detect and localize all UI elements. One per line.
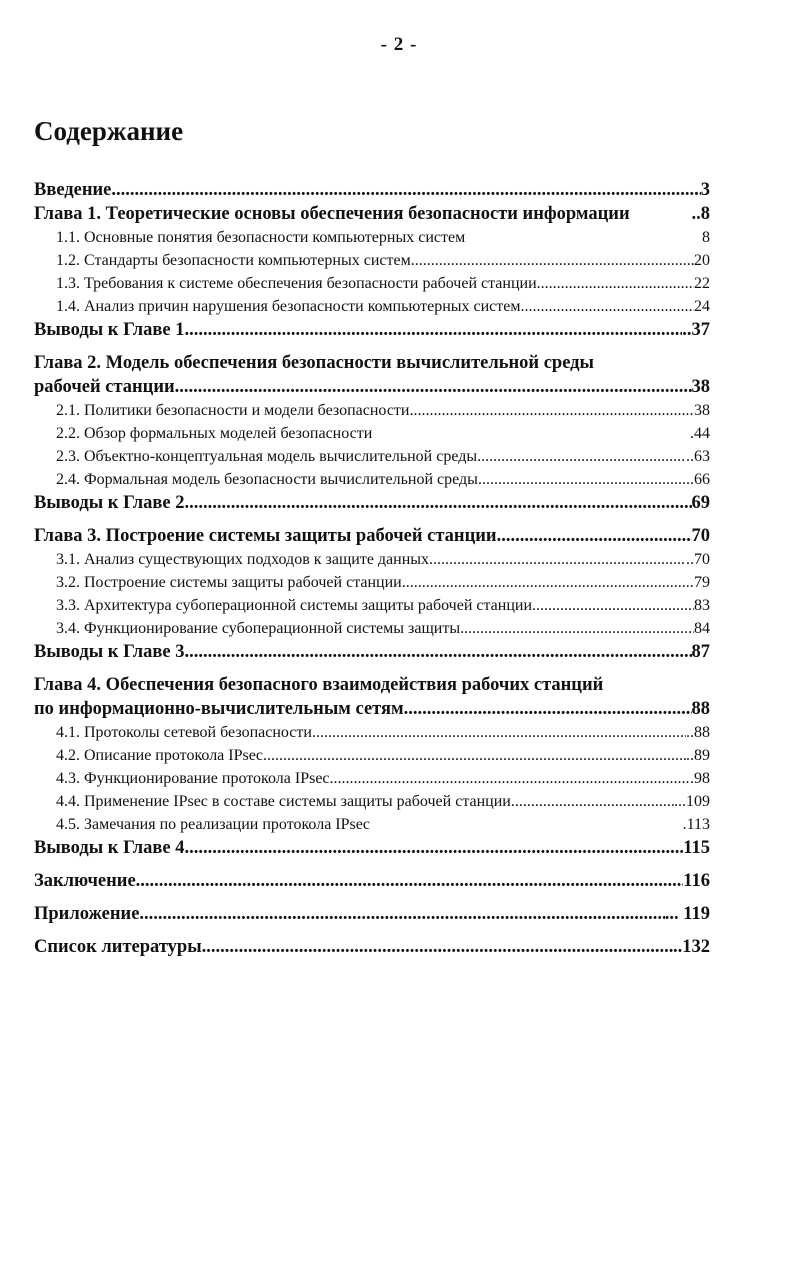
toc-entry-chapter-2-line-2[interactable] — [34, 375, 710, 399]
toc-entry-2-3[interactable] — [34, 445, 710, 468]
toc-entry-page: 84 — [694, 620, 710, 637]
toc-entry-text: 1.2. Стандарты безопасности компьютерных систем — [56, 252, 411, 269]
toc-entry-chapter-1[interactable] — [34, 202, 710, 226]
toc-entry-page: ... 119 — [664, 904, 710, 924]
toc-entry-3-3[interactable] — [34, 594, 710, 617]
toc-entry-2-4[interactable] — [34, 468, 710, 491]
toc-entry-introduction[interactable] — [34, 178, 710, 202]
toc-entry-conclusions-4[interactable] — [34, 836, 710, 860]
toc-entry-chapter-4-line-2[interactable] — [34, 697, 710, 721]
toc-entry-1-1[interactable] — [34, 226, 710, 249]
toc-entry-text: Глава 2. Модель обеспечения безопасности вычислительной среды — [34, 353, 594, 373]
toc-entry-page: .113 — [682, 816, 710, 833]
toc-entry-page: ..70 — [686, 551, 710, 568]
toc-entry-1-4[interactable] — [34, 295, 710, 318]
toc-entry-2-1[interactable] — [34, 399, 710, 422]
toc-entry-page: 38 — [691, 377, 710, 397]
toc-entry-page: ..63 — [686, 448, 710, 465]
toc-entry-page: ..132 — [673, 937, 710, 957]
toc-entry-text: Список литературы — [34, 937, 202, 957]
toc-entry-4-2[interactable] — [34, 744, 710, 767]
toc-entry-text: Введение — [34, 180, 112, 200]
toc-entry-chapter-2-line-1[interactable] — [34, 351, 710, 375]
toc-entry-4-1[interactable] — [34, 721, 710, 744]
toc-entry-page: 70 — [691, 526, 710, 546]
toc-entry-page: ..66 — [686, 471, 710, 488]
toc-entry-text: 1.3. Требования к системе обеспечения безопасности рабочей станции — [56, 275, 537, 292]
toc-entry-page: 22 — [694, 275, 710, 292]
toc-entry-text: 2.2. Обзор формальных моделей безопасности — [56, 425, 373, 442]
toc-entry-page: 79 — [694, 574, 710, 591]
toc-entry-text: рабочей станции — [34, 377, 175, 397]
toc-entry-page: 20 — [694, 252, 710, 269]
toc-entry-3-2[interactable] — [34, 571, 710, 594]
toc-entry-conclusions-3[interactable] — [34, 640, 710, 664]
toc-entry-page: 83 — [694, 597, 710, 614]
toc-entry-page: 69 — [691, 493, 710, 513]
toc-entry-3-1[interactable] — [34, 548, 710, 571]
toc-entry-text: 1.1. Основные понятия безопасности компьютерных систем — [56, 229, 466, 246]
toc-entry-text: Заключение — [34, 871, 136, 891]
toc-entry-text: Выводы к Главе 3 — [34, 642, 185, 662]
toc-entry-page: 8 — [702, 229, 710, 246]
toc-entry-text: 4.4. Применение IPsec в составе системы защиты рабочей станции — [56, 793, 511, 810]
toc-entry-page: 115 — [683, 838, 710, 858]
toc-entry-text: 3.2. Построение системы защиты рабочей станции — [56, 574, 402, 591]
toc-entry-1-2[interactable] — [34, 249, 710, 272]
toc-entry-page: 38 — [694, 402, 710, 419]
toc-entry-1-3[interactable] — [34, 272, 710, 295]
toc-entry-page: .98 — [690, 770, 710, 787]
toc-entry-chapter-3[interactable] — [34, 524, 710, 548]
toc-entry-page: 3 — [700, 180, 710, 200]
toc-entry-text: 4.5. Замечания по реализации протокола IPsec — [56, 816, 370, 833]
toc-entry-text: 2.4. Формальная модель безопасности вычислительной среды — [56, 471, 478, 488]
toc-entry-text: 1.4. Анализ причин нарушения безопасности компьютерных систем — [56, 298, 521, 315]
toc-entry-text: 3.4. Функционирование субоперационной системы защиты — [56, 620, 461, 637]
toc-entry-3-4[interactable] — [34, 617, 710, 640]
toc-entry-text: Глава 1. Теоретические основы обеспечения безопасности информации — [34, 204, 630, 224]
toc-entry-page: ..88 — [686, 724, 710, 741]
page-number: - 2 - — [380, 34, 418, 55]
table-of-contents — [34, 178, 710, 959]
toc-entry-page: ..8 — [691, 204, 710, 224]
toc-entry-page: ...109 — [674, 793, 710, 810]
toc-entry-page: 88 — [691, 699, 710, 719]
toc-entry-text: 2.1. Политики безопасности и модели безопасности — [56, 402, 410, 419]
toc-entry-page: ..89 — [686, 747, 710, 764]
toc-entry-text: Выводы к Главе 4 — [34, 838, 185, 858]
page-title: Содержание — [34, 116, 184, 146]
toc-entry-text: Приложение — [34, 904, 140, 924]
toc-entry-page: ..37 — [682, 320, 710, 340]
toc-entry-page: 24 — [694, 298, 710, 315]
toc-entry-text: 4.2. Описание протокола IPsec — [56, 747, 263, 764]
toc-entry-text: Выводы к Главе 2 — [34, 493, 185, 513]
toc-entry-text: 2.3. Объектно-концептуальная модель вычислительной среды — [56, 448, 478, 465]
toc-entry-4-5[interactable] — [34, 813, 710, 836]
toc-entry-text: 3.3. Архитектура субоперационной системы защиты рабочей станции — [56, 597, 533, 614]
toc-entry-text: Глава 4. Обеспечения безопасного взаимодействия рабочих станций — [34, 675, 604, 695]
toc-entry-2-2[interactable] — [34, 422, 710, 445]
toc-entry-page: 116 — [683, 871, 710, 891]
toc-entry-text: Выводы к Главе 1 — [34, 320, 185, 340]
toc-entry-conclusion[interactable] — [34, 869, 710, 893]
toc-entry-conclusions-1[interactable] — [34, 318, 710, 342]
toc-entry-chapter-4-line-1[interactable] — [34, 673, 710, 697]
toc-entry-page: .44 — [690, 425, 710, 442]
toc-entry-text: 4.1. Протоколы сетевой безопасности — [56, 724, 312, 741]
toc-entry-references[interactable] — [34, 935, 710, 959]
toc-entry-text: 4.3. Функционирование протокола IPsec — [56, 770, 330, 787]
toc-entry-page: 87 — [691, 642, 710, 662]
toc-entry-4-4[interactable] — [34, 790, 710, 813]
toc-entry-appendix[interactable] — [34, 902, 710, 926]
toc-entry-conclusions-2[interactable] — [34, 491, 710, 515]
toc-entry-text: Глава 3. Построение системы защиты рабочей станции — [34, 526, 497, 546]
toc-entry-text: по информационно-вычислительным сетям — [34, 699, 404, 719]
toc-entry-4-3[interactable] — [34, 767, 710, 790]
toc-entry-text: 3.1. Анализ существующих подходов к защите данных — [56, 551, 430, 568]
